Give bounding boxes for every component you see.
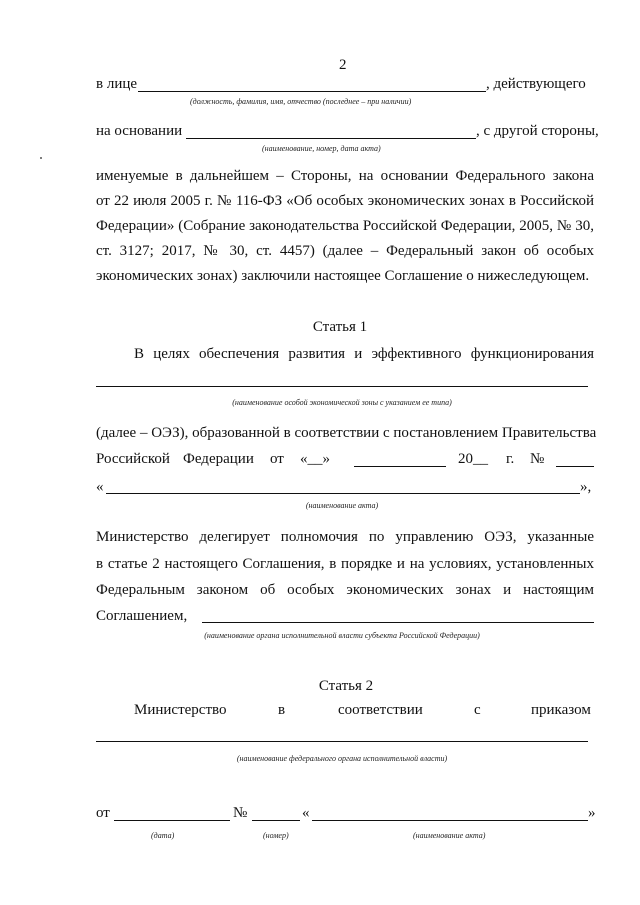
- year-field[interactable]: 20__: [458, 451, 488, 467]
- word-year: г.: [506, 451, 515, 467]
- scan-dot: [40, 157, 42, 159]
- number-note: (номер): [263, 831, 289, 840]
- word-accordance: соответствии: [338, 702, 423, 718]
- act-name-field[interactable]: [106, 493, 580, 494]
- oez-line: (далее – ОЭЗ), образованной в соответствии с постановлением Правительства: [96, 425, 597, 441]
- other-party-label: , с другой стороны,: [476, 123, 599, 139]
- decree-number-field[interactable]: [556, 466, 594, 467]
- paragraph-line: Федерации» (Собрание законодательства Российской Федерации, 2005, № 30,: [96, 218, 594, 234]
- article-1-intro: В целях обеспечения развития и эффективного функционирования: [134, 346, 594, 362]
- word-from: от: [270, 451, 284, 467]
- federal-authority-field[interactable]: [96, 741, 588, 742]
- quote-close: »,: [580, 479, 592, 495]
- gov-decree-row: [96, 450, 596, 470]
- order-quote-open: «: [302, 805, 310, 821]
- in-person-label: в лице: [96, 76, 138, 92]
- paragraph-line: Министерство делегирует полномочия по управлению ОЭЗ, указанные: [96, 529, 594, 545]
- paragraph-line: экономических зонах) заключили настоящее Соглашение о нижеследующем.: [96, 268, 590, 284]
- date-note: (дата): [151, 831, 175, 840]
- word-ministry: Министерство: [134, 702, 227, 718]
- article-2-title: Статья 2: [318, 678, 374, 694]
- word-with: с: [474, 702, 481, 718]
- representative-note: (должность, фамилия, имя, отчество (последнее – при наличии): [190, 97, 412, 106]
- sez-name-field[interactable]: [96, 386, 588, 387]
- article-1-title: Статья 1: [312, 319, 368, 335]
- word-russian: Российской: [96, 451, 170, 467]
- order-number-label: №: [233, 805, 248, 821]
- word-in: в: [278, 702, 286, 718]
- acting-label: , действующего: [486, 76, 586, 92]
- paragraph-line: Федеральным законом об особых экономических зонах и настоящим: [96, 582, 594, 598]
- sez-name-note: (наименование особой экономической зоны с указанием ее типа): [232, 398, 452, 407]
- page-number: 2: [339, 57, 347, 73]
- quote-open: «: [96, 479, 104, 495]
- day-field[interactable]: «__»: [300, 451, 330, 467]
- order-name-field[interactable]: [312, 820, 588, 821]
- basis-note: (наименование, номер, дата акта): [262, 144, 381, 153]
- act-name-note: (наименование акта): [305, 501, 379, 510]
- word-order: приказом: [531, 702, 591, 718]
- federal-authority-note: (наименование федерального органа исполнительной власти): [236, 754, 448, 763]
- number-sign: №: [530, 451, 545, 467]
- representative-field[interactable]: [138, 91, 486, 92]
- month-field[interactable]: [354, 466, 446, 467]
- regional-authority-field[interactable]: [202, 622, 594, 623]
- paragraph-line: ст. 3127; 2017, № 30, ст. 4457) (далее – Федеральный закон об особых: [96, 243, 594, 259]
- act-note: (наименование акта): [413, 831, 486, 840]
- agreement-label: Соглашением,: [96, 608, 188, 624]
- order-date-field[interactable]: [114, 820, 230, 821]
- paragraph-line: от 22 июля 2005 г. № 116-ФЗ «Об особых экономических зонах в Российской: [96, 193, 594, 209]
- from-label: от: [96, 805, 110, 821]
- order-quote-close: »: [588, 805, 596, 821]
- order-number-field[interactable]: [252, 820, 300, 821]
- paragraph-line: именуемые в дальнейшем – Стороны, на основании Федерального закона: [96, 168, 594, 184]
- basis-label: на основании: [96, 123, 183, 139]
- paragraph-line: в статье 2 настоящего Соглашения, в порядке и на условиях, установленных: [96, 556, 594, 572]
- basis-field[interactable]: [186, 138, 476, 139]
- word-federation: Федерации: [183, 451, 254, 467]
- regional-authority-note: (наименование органа исполнительной власти субъекта Российской Федерации): [204, 631, 480, 640]
- article-2-row: [134, 701, 596, 721]
